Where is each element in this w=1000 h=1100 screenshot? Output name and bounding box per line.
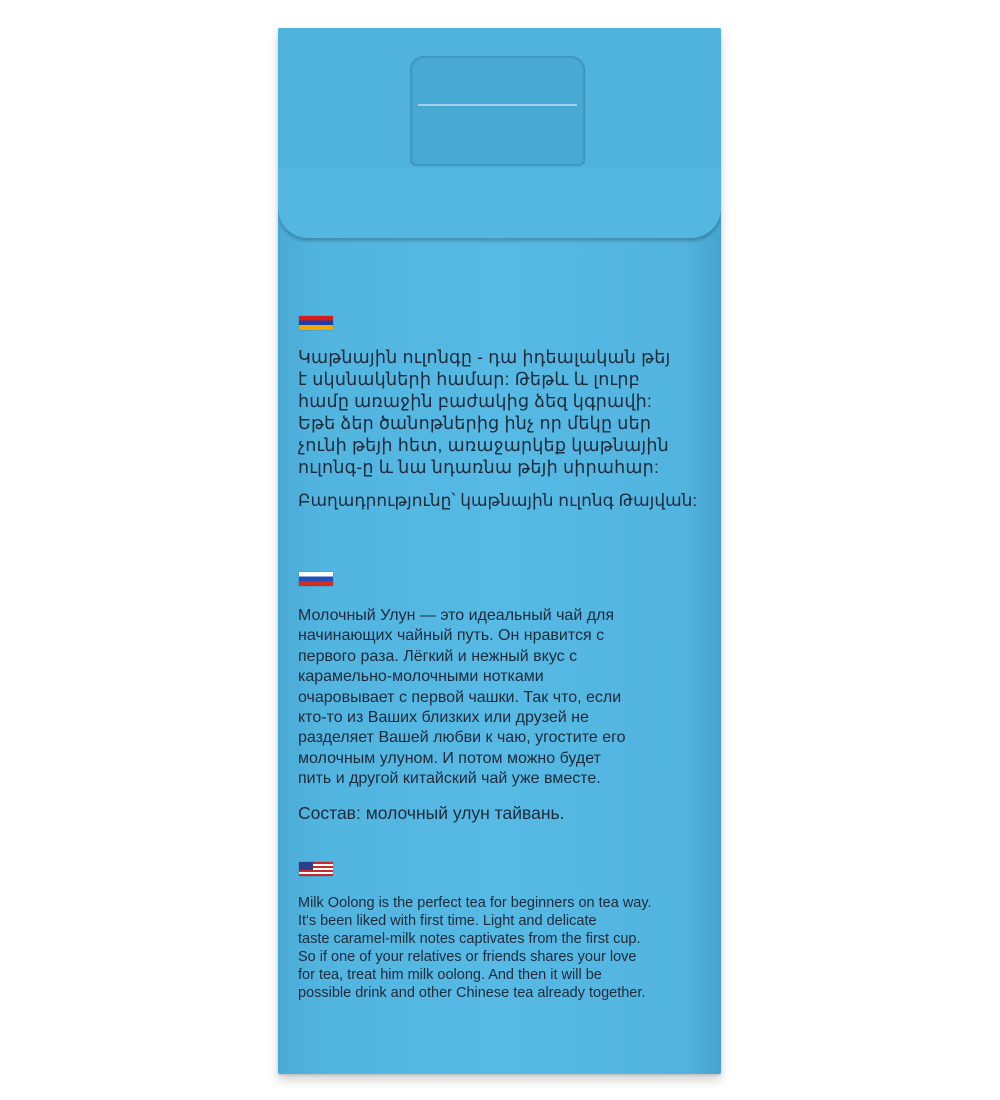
armenian-description: Կաթնային ուլոնգը - դա իդեալական թեյ է սկսնակների համար: Թեթև և լուրբ համը առաջին բաժակից ձեզ կգրավի: Եթե ձեր ծանոթներից ինչ որ մեկը սեր չունի թեյի հետ, առաջարկեք կաթնային ուլոնգ-ը և նա նդառնա թեյի սիրահար: <box>298 347 671 477</box>
tea-package-back <box>278 28 721 1074</box>
package-flap <box>278 168 721 238</box>
flag-russia-icon <box>299 572 333 586</box>
closure-tab-slot <box>410 56 585 166</box>
flag-usa-icon <box>299 862 333 876</box>
russian-composition: Состав: молочный улун тайвань. <box>298 803 565 823</box>
flag-armenia-icon <box>299 316 333 330</box>
russian-description: Молочный Улун — это идеальный чай для начинающих чайный путь. Он нравится с первого раза. Лёгкий и нежный вкус с карамельно-молочными нотками очаровывает с первой чашки. Так что, если кто-то из Ваших близких или друзей не разделяет Вашей любви к чаю, угостите его молочным улуном. И потом можно будет пить и другой китайский чай уже вместе. <box>298 607 626 788</box>
package-top <box>278 28 721 178</box>
english-description: Milk Oolong is the perfect tea for beginners on tea way. It's been liked with first time. Light and delicate taste caramel-milk notes captivates from the first cup. So if one of your relatives or friends shares your love for tea, treat him milk oolong. And then it will be possible drink and other Chinese tea already together. <box>298 895 652 1001</box>
armenian-composition: Բաղադրությունը՝ կաթնային ուլոնգ Թայվան: <box>298 491 698 510</box>
